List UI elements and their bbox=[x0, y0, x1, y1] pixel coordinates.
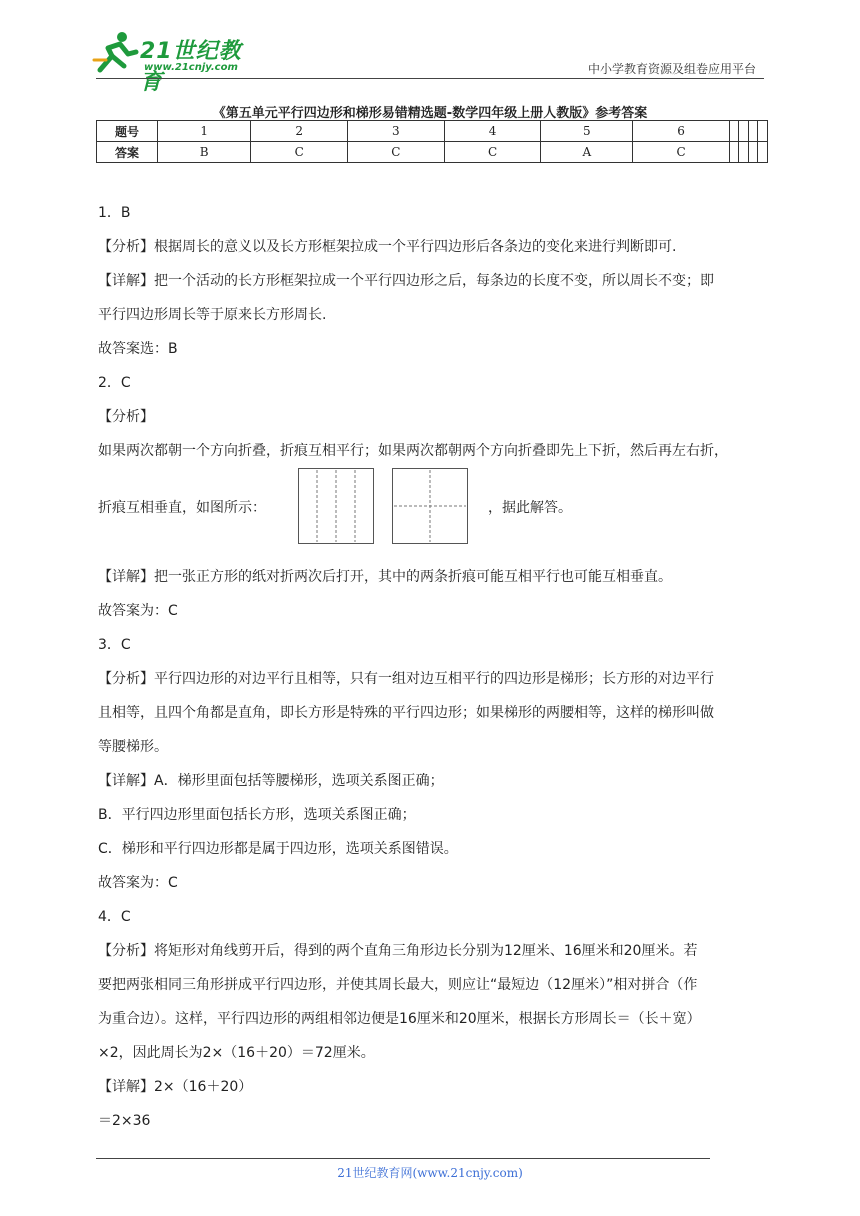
table-cell: 2 bbox=[251, 121, 348, 142]
detail-text: 【详解】A．梯形里面包括等腰梯形，选项关系图正确； bbox=[98, 773, 444, 789]
row-label-answer: 答案 bbox=[97, 142, 158, 163]
table-cell: 6 bbox=[633, 121, 730, 142]
table-cell: 3 bbox=[348, 121, 445, 142]
logo[interactable] bbox=[92, 30, 262, 95]
table-cell bbox=[748, 121, 757, 142]
parallel-fold-figure bbox=[298, 468, 374, 544]
detail-text: C．梯形和平行四边形都是属于四边形，选项关系图错误。 bbox=[98, 841, 458, 857]
question-heading: 4．C bbox=[98, 909, 131, 925]
analysis-text: 【分析】将矩形对角线剪开后，得到的两个直角三角形边长分别为12厘米、16厘米和20厘米。若 bbox=[98, 943, 698, 959]
runner-icon bbox=[92, 30, 140, 74]
answer-text: 故答案为：C bbox=[98, 603, 178, 619]
detail-text: ＝2×36 bbox=[98, 1113, 151, 1129]
detail-text: 【详解】把一张正方形的纸对折两次后打开，其中的两条折痕可能互相平行也可能互相垂直。 bbox=[98, 569, 672, 585]
table-cell bbox=[739, 142, 748, 163]
table-cell: B bbox=[158, 142, 251, 163]
question-heading: 1．B bbox=[98, 205, 131, 221]
row-label-number: 题号 bbox=[97, 121, 158, 142]
answer-table bbox=[96, 120, 768, 163]
footer-divider bbox=[96, 1158, 710, 1159]
table-cell bbox=[748, 142, 757, 163]
table-cell: 4 bbox=[444, 121, 541, 142]
analysis-label: 【分析】 bbox=[98, 409, 154, 425]
table-cell: 1 bbox=[158, 121, 251, 142]
answer-text: 故答案为：C bbox=[98, 875, 178, 891]
footer-link[interactable]: 21世纪教育网(www.21cnjy.com) bbox=[337, 1166, 523, 1180]
analysis-text: ，据此解答。 bbox=[488, 500, 572, 516]
page-header bbox=[0, 0, 860, 95]
table-cell bbox=[739, 121, 748, 142]
logo-url: www.21cnjy.com bbox=[144, 62, 238, 73]
analysis-text: 等腰梯形。 bbox=[98, 739, 168, 755]
table-row bbox=[97, 142, 768, 163]
document-title: 《第五单元平行四边形和梯形易错精选题-数学四年级上册人教版》参考答案 bbox=[212, 106, 648, 121]
analysis-text: 【分析】根据周长的意义以及长方形框架拉成一个平行四边形后各条边的变化来进行判断即可. bbox=[98, 239, 677, 255]
analysis-text: 折痕互相垂直，如图所示： bbox=[98, 500, 266, 516]
detail-text: 平行四边形周长等于原来长方形周长. bbox=[98, 307, 327, 323]
fold-figure-row bbox=[98, 468, 766, 560]
analysis-text: 为重合边）。这样，平行四边形的两组相邻边便是16厘米和20厘米，根据长方形周长＝（长＋宽） bbox=[98, 1011, 701, 1027]
table-cell bbox=[758, 142, 768, 163]
table-cell bbox=[758, 121, 768, 142]
table-row bbox=[97, 121, 768, 142]
analysis-text: ×2，因此周长为2×（16＋20）＝72厘米。 bbox=[98, 1045, 375, 1061]
answer-content bbox=[98, 196, 766, 1138]
analysis-text: 【分析】平行四边形的对边平行且相等，只有一组对边互相平行的四边形是梯形；长方形的对边平行 bbox=[98, 671, 714, 687]
analysis-text: 且相等，且四个角都是直角，即长方形是特殊的平行四边形；如果梯形的两腰相等，这样的梯形叫做 bbox=[98, 705, 714, 721]
logo-text: 21世纪教育 bbox=[140, 39, 242, 95]
question-heading: 3．C bbox=[98, 637, 131, 653]
table-cell: 5 bbox=[541, 121, 633, 142]
table-cell bbox=[729, 142, 738, 163]
detail-text: 【详解】把一个活动的长方形框架拉成一个平行四边形之后，每条边的长度不变，所以周长不变；即 bbox=[98, 273, 714, 289]
table-cell: C bbox=[444, 142, 541, 163]
detail-text: B．平行四边形里面包括长方形，选项关系图正确； bbox=[98, 807, 416, 823]
table-cell bbox=[729, 121, 738, 142]
table-cell: A bbox=[541, 142, 633, 163]
table-cell: C bbox=[348, 142, 445, 163]
answer-text: 故答案选：B bbox=[98, 341, 178, 357]
detail-text: 【详解】2×（16＋20） bbox=[98, 1079, 253, 1095]
analysis-text: 如果两次都朝一个方向折叠，折痕互相平行；如果两次都朝两个方向折叠即先上下折，然后再左右折， bbox=[98, 443, 728, 459]
question-heading: 2．C bbox=[98, 375, 131, 391]
table-cell: C bbox=[633, 142, 730, 163]
header-divider bbox=[96, 78, 764, 79]
table-cell: C bbox=[251, 142, 348, 163]
analysis-text: 要把两张相同三角形拼成平行四边形，并使其周长最大，则应让“最短边（12厘米）”相对拼合（作 bbox=[98, 977, 698, 993]
perpendicular-fold-figure bbox=[392, 468, 468, 544]
platform-name: 中小学教育资源及组卷应用平台 bbox=[587, 62, 756, 76]
